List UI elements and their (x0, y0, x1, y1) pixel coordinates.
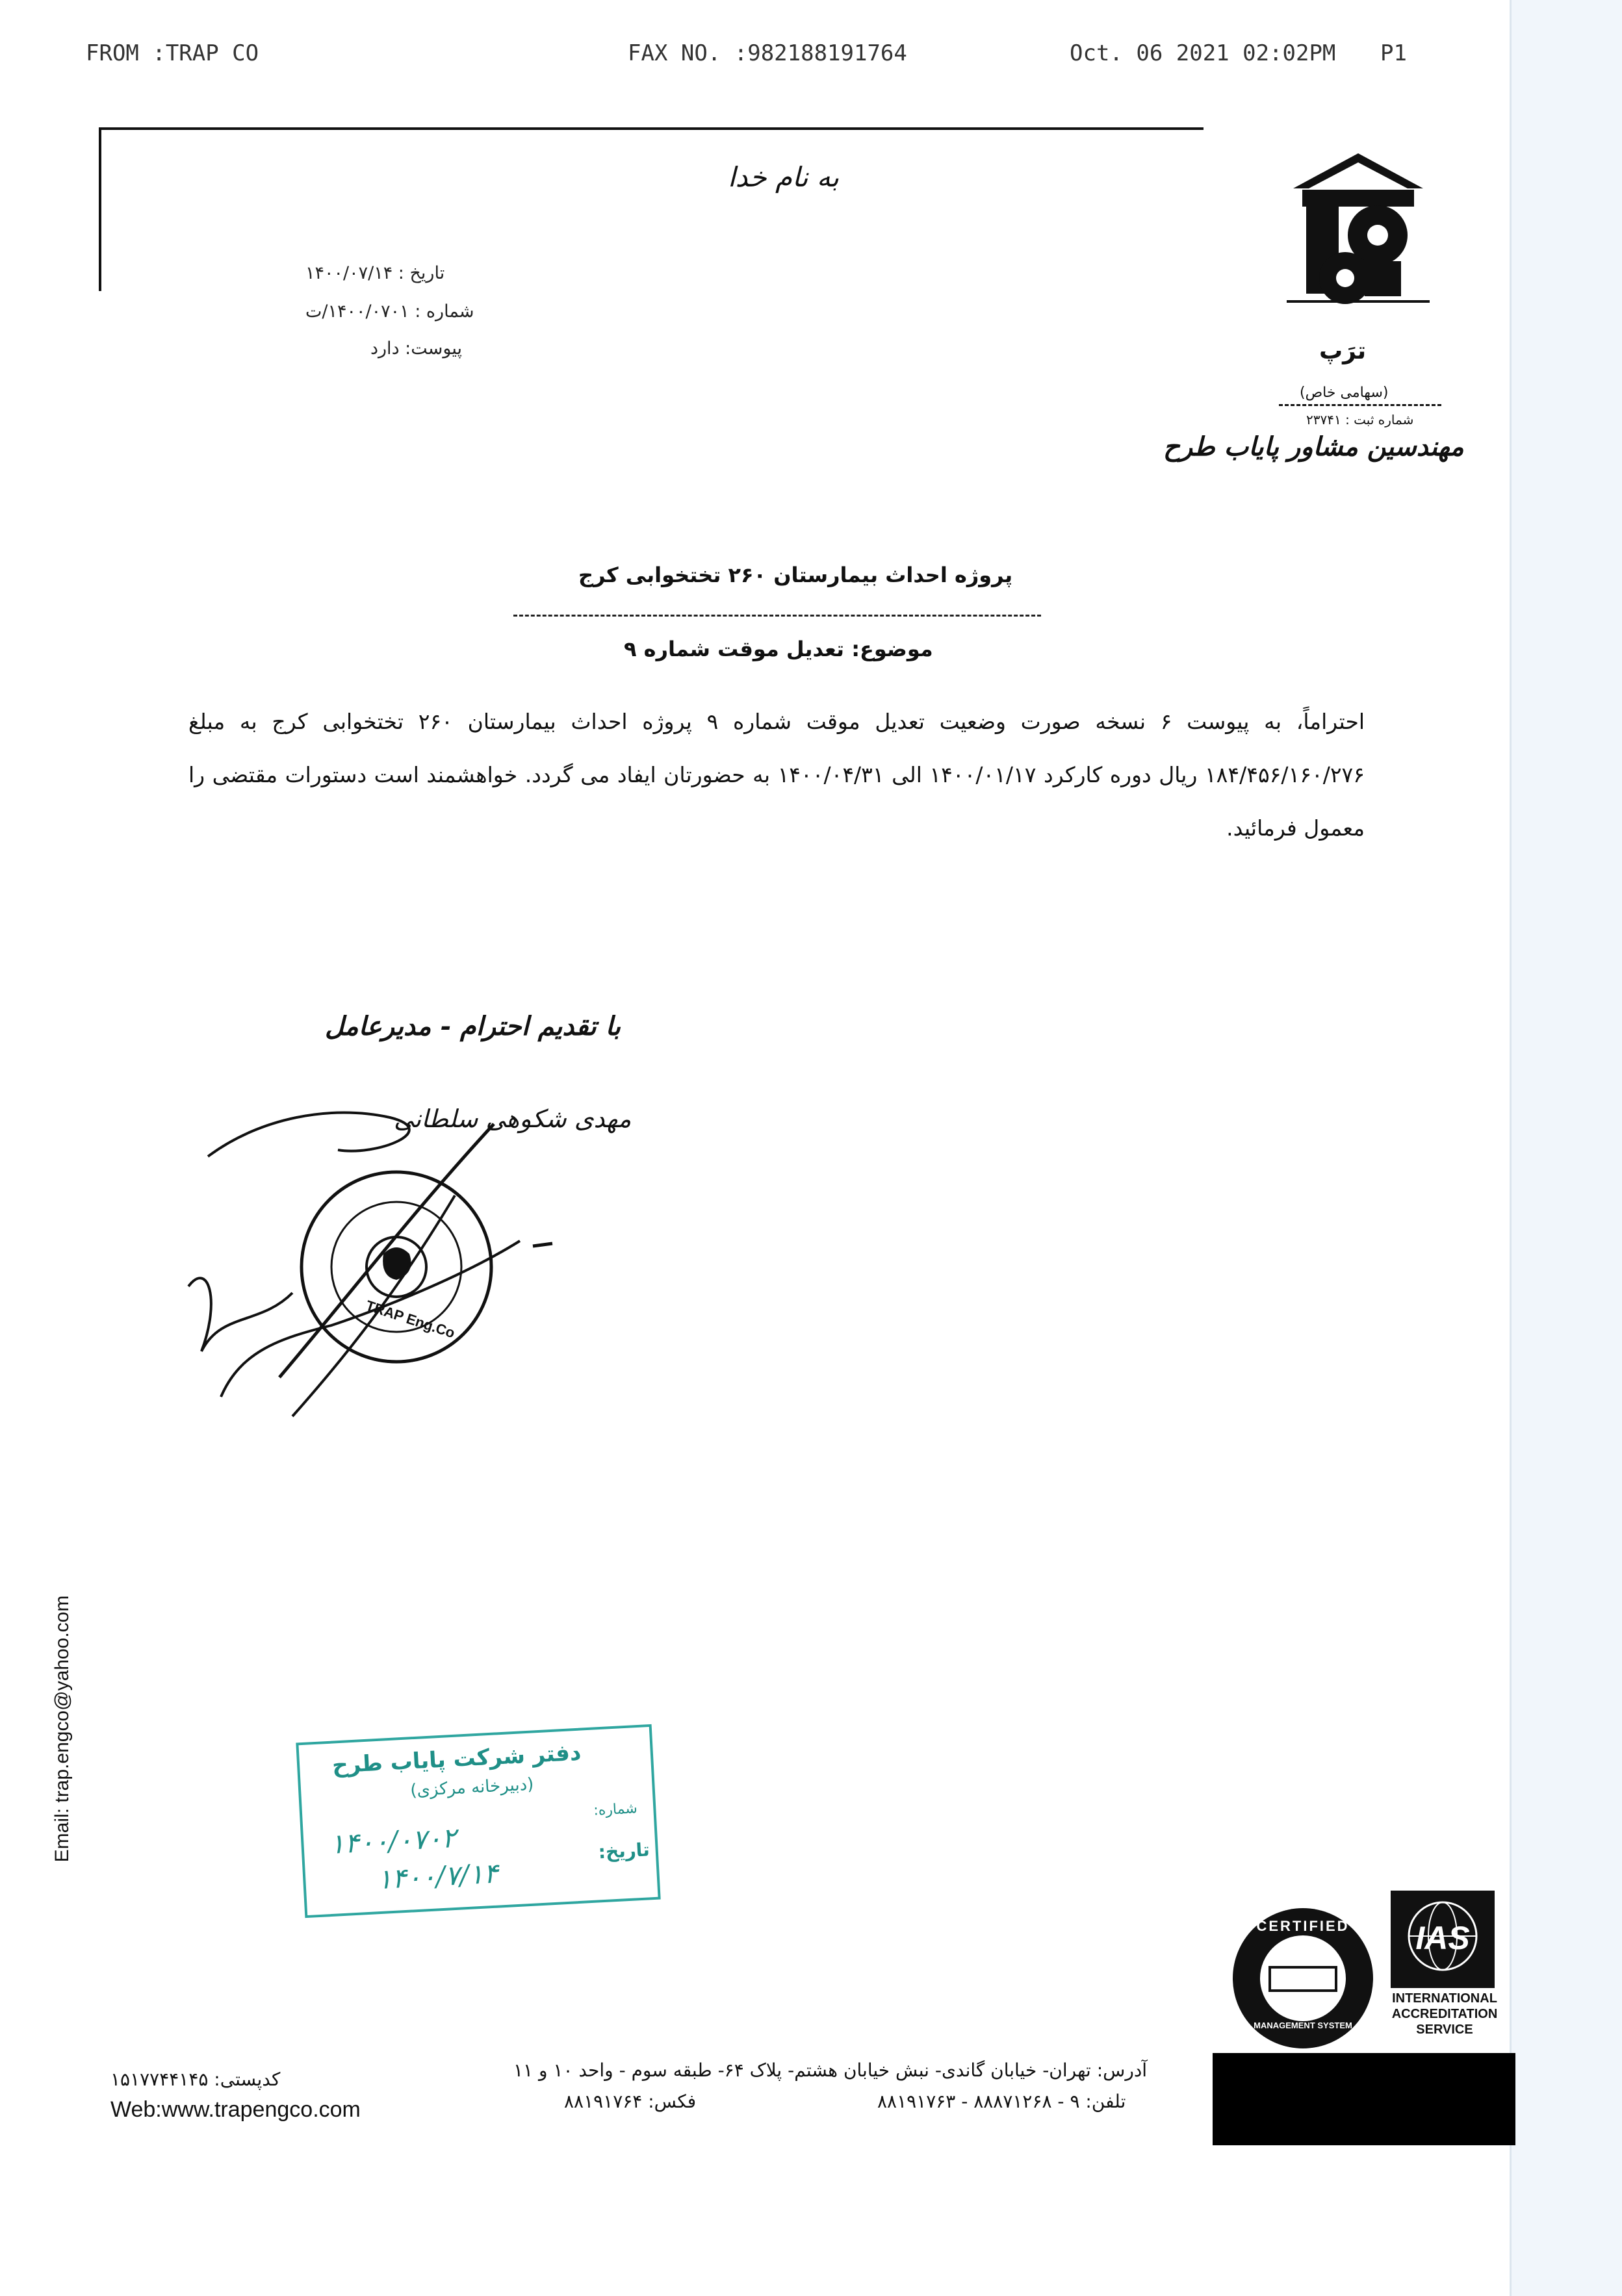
project-title: پروژه احداث بیمارستان ۲۶۰ تختخوابی کرج (578, 563, 1013, 587)
ias-logo (1391, 1891, 1495, 1988)
handwritten-signature-icon (182, 1078, 559, 1442)
certified-bottom-label: MANAGEMENT SYSTEM (1254, 2021, 1352, 2030)
footer-phones: تلفن: ۹ - ۸۸۸۷۱۲۶۸ - ۸۸۱۹۱۷۶۳ (877, 2091, 1126, 2112)
fax-datetime: Oct. 06 2021 02:02PM (1070, 40, 1336, 66)
signature-and-seal (182, 1078, 559, 1442)
footer-address: آدرس: تهران- خیابان گاندی- نبش خیابان هشتم- پلاک ۶۴- طبقه سوم - واحد ۱۰ و ۱۱ (513, 2060, 1148, 2081)
fax-number: FAX NO. :982188191764 (628, 40, 907, 66)
stamp-date-label: تاریخ: (597, 1839, 650, 1863)
invocation: به نام خدا (728, 161, 840, 193)
footer-postal: کدپستی: ۱۵۱۷۷۴۴۱۴۵ (110, 2069, 281, 2090)
stamp-department: (دبیرخانه مرکزی) (409, 1774, 535, 1801)
stamp-company: دفتر شرکت پایاب طرح (331, 1739, 582, 1779)
stamp-number-label: شماره: (593, 1800, 638, 1819)
footer-fax: فکس: ۸۸۱۹۱۷۶۴ (564, 2091, 697, 2112)
fax-page: P1 (1380, 40, 1407, 66)
letterhead-bracket (99, 127, 101, 291)
logo-registration: شماره ثبت : ۲۳۷۴۱ (1306, 412, 1414, 427)
stamp-date-value: ۱۴۰۰/۷/۱۴ (376, 1857, 499, 1896)
fax-from: FROM :TRAP CO (86, 40, 259, 66)
scan-edge-line (1510, 0, 1512, 2296)
letter-body: احتراماً، به پیوست ۶ نسخه صورت وضعیت تعدیل موقت شماره ۹ پروژه احداث بیمارستان ۲۶۰ تختخوابی کرج به مبلغ ۱۸۴/۴۵۶/۱۶۰/۲۷۶ ریال دوره کارکرد ۱۴۰۰/۰۱/۱۷ الی ۱۴۰۰/۰۴/۳۱ به حضورتان ایفاد می گردد. خواهشمند است دستورات مقتضی را معمول فرمائید. (188, 709, 1365, 841)
ias-text: INTERNATIONAL ACCREDITATION SERVICE (1391, 1991, 1498, 2037)
trap-logo-icon (1287, 151, 1430, 346)
certified-badge (1228, 1904, 1378, 2053)
received-stamp (296, 1724, 660, 1918)
letter-number: شماره : ۱۴۰۰/۰۷۰۱/ت (305, 301, 474, 322)
signer-name: مهدی شکوهی سلطانی (394, 1104, 632, 1133)
certified-label: CERTIFIED (1256, 1918, 1350, 1934)
company-logo (1287, 151, 1430, 346)
seal-label: TRAP Eng.Co (363, 1297, 457, 1342)
logo-tagline: مهندسین مشاور پایاب طرح (1163, 431, 1464, 462)
logo-divider (1279, 404, 1441, 406)
ias-label: IAS (1415, 1920, 1470, 1956)
redaction-block (1213, 2053, 1515, 2145)
title-divider (513, 615, 1041, 617)
footer-web: Web:www.trapengco.com (110, 2097, 361, 2122)
letter-attachment: پیوست: دارد (370, 338, 463, 359)
scan-edge (1512, 0, 1622, 2296)
logo-company-type: (سهامی خاص) (1300, 385, 1389, 401)
subject-line: موضوع: تعدیل موقت شماره ۹ (624, 637, 933, 661)
letter-date: تاریخ : ۱۴۰۰/۰۷/۱۴ (305, 263, 445, 283)
logo-name: ترَپ (1319, 338, 1367, 364)
letterhead-rule (99, 127, 1204, 130)
closing-line: با تقدیم احترام - مدیرعامل (325, 1011, 621, 1041)
side-email: Email: trap.engco@yahoo.com (51, 1595, 73, 1863)
stamp-number-value: ۱۴۰۰/۰۷۰۲ (329, 1821, 457, 1860)
